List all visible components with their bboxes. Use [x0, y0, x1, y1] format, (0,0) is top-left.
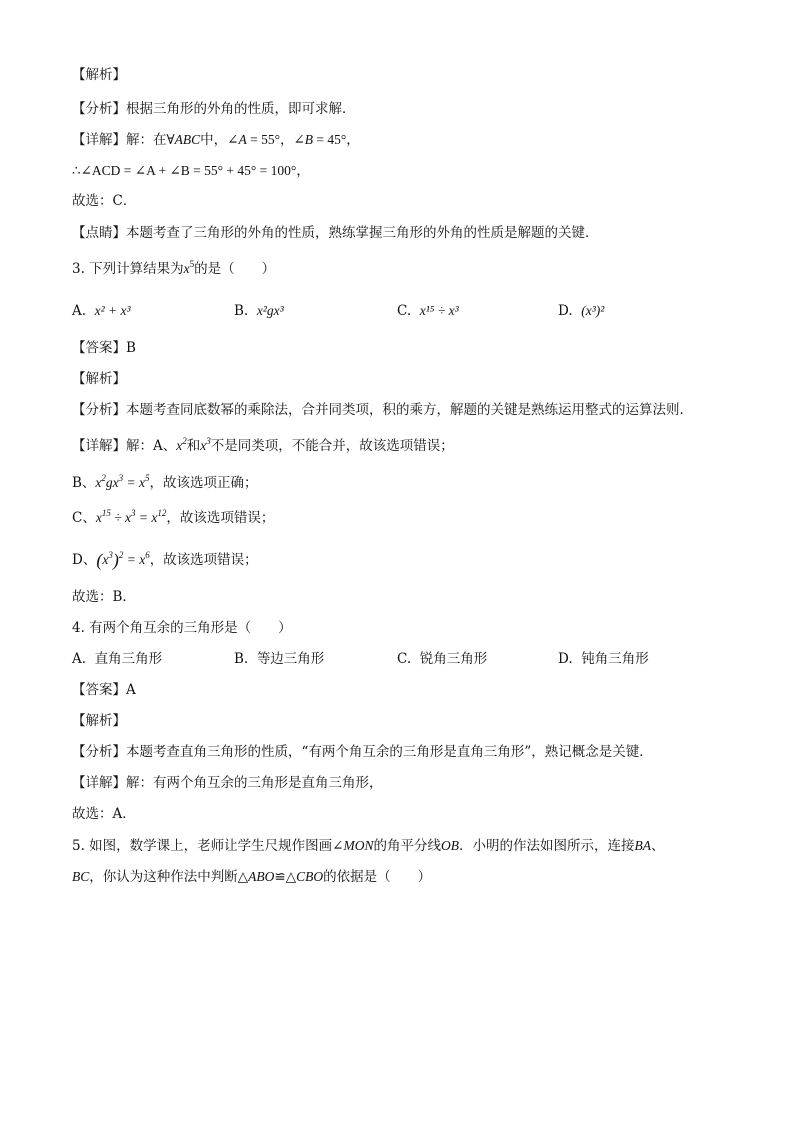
- q4-option-b: B. 等边三角形: [234, 651, 325, 667]
- math-c-expr: $x^{15} \div x^3 = x^{12}$: [95, 508, 167, 525]
- q4-option-c: C. 锐角三角形: [397, 651, 488, 667]
- q3-answer: 【答案】B: [72, 340, 136, 356]
- jiexi-heading-1: 【解析】: [72, 67, 126, 83]
- q4-option-a: A. 直角三角形: [72, 651, 163, 667]
- q3-option-d: D. (x³)²: [558, 303, 605, 319]
- fenxi-line-1: 【分析】根据三角形的外角的性质，即可求解．: [72, 101, 356, 117]
- math-d-expr: $(x^3)^2 = x^6$: [96, 550, 150, 570]
- q4-fenxi: 【分析】本题考查直角三角形的性质，“有两个角互余的三角形是直角三角形”，熟记概念是关键．: [72, 744, 653, 760]
- math-b-expr: $x^2gx^3 = x^5$: [95, 473, 150, 490]
- q4-option-d: D. 钝角三角形: [558, 651, 649, 667]
- q3-line-b: B、$x^2gx^3 = x^5$，故该选项正确；: [72, 473, 258, 491]
- q3-option-a: A. x² + x³: [72, 303, 131, 319]
- q3-guxuan: 故选：B．: [72, 589, 136, 605]
- q4-answer: 【答案】A: [72, 682, 136, 698]
- question-4-stem: 4. 有两个角互余的三角形是（ ）: [72, 620, 292, 636]
- dianjing-line: 【点睛】本题考查了三角形的外角的性质，熟练掌握三角形的外角的性质是解题的关键．: [72, 225, 599, 241]
- therefore-line: ∴∠ACD = ∠A + ∠B = 55° + 45° = 100°，: [72, 163, 310, 178]
- q4-xiangjie: 【详解】解：有两个角互余的三角形是直角三角形，: [72, 775, 383, 791]
- q3-fenxi: 【分析】本题考查同底数幂的乘除法，合并同类项，积的乘方，解题的关键是熟练运用整式的运算法则．: [72, 402, 693, 418]
- question-3-stem: 3. 下列计算结果为$x^5$的是（ ）: [72, 259, 276, 277]
- question-5-stem-line-2: BC，你认为这种作法中判断△ABO≌△CBO的依据是（ ）: [72, 869, 432, 885]
- q3-option-c: C. x¹⁵ ÷ x³: [397, 303, 459, 319]
- xiangjie-line-1: 【详解】解：在∀ABC中，∠A = 55°，∠B = 45°，: [72, 132, 360, 148]
- q3-xiangjie: 【详解】解：A、$x^2$和$x^3$不是同类项，不能合并，故该选项错误；: [72, 436, 454, 454]
- q3-line-d: D、$(x^3)^2 = x^6$，故该选项错误；: [72, 550, 258, 570]
- math-x3: $x^3$: [200, 436, 211, 453]
- guxuan-line-1: 故选：C．: [72, 193, 137, 209]
- q4-guxuan: 故选：A．: [72, 806, 136, 822]
- math-x2: $x^2$: [176, 436, 187, 453]
- q3-option-b: B. x²gx³: [234, 303, 284, 319]
- q3-jiexi: 【解析】: [72, 371, 126, 387]
- question-5-stem-line-1: 5. 如图，数学课上，老师让学生尺规作图画∠MON的角平分线OB．小明的作法如图所示，连接BA、: [72, 838, 665, 854]
- q4-jiexi: 【解析】: [72, 713, 126, 729]
- q3-line-c: C、$x^{15} \div x^3 = x^{12}$，故该选项错误；: [72, 508, 275, 526]
